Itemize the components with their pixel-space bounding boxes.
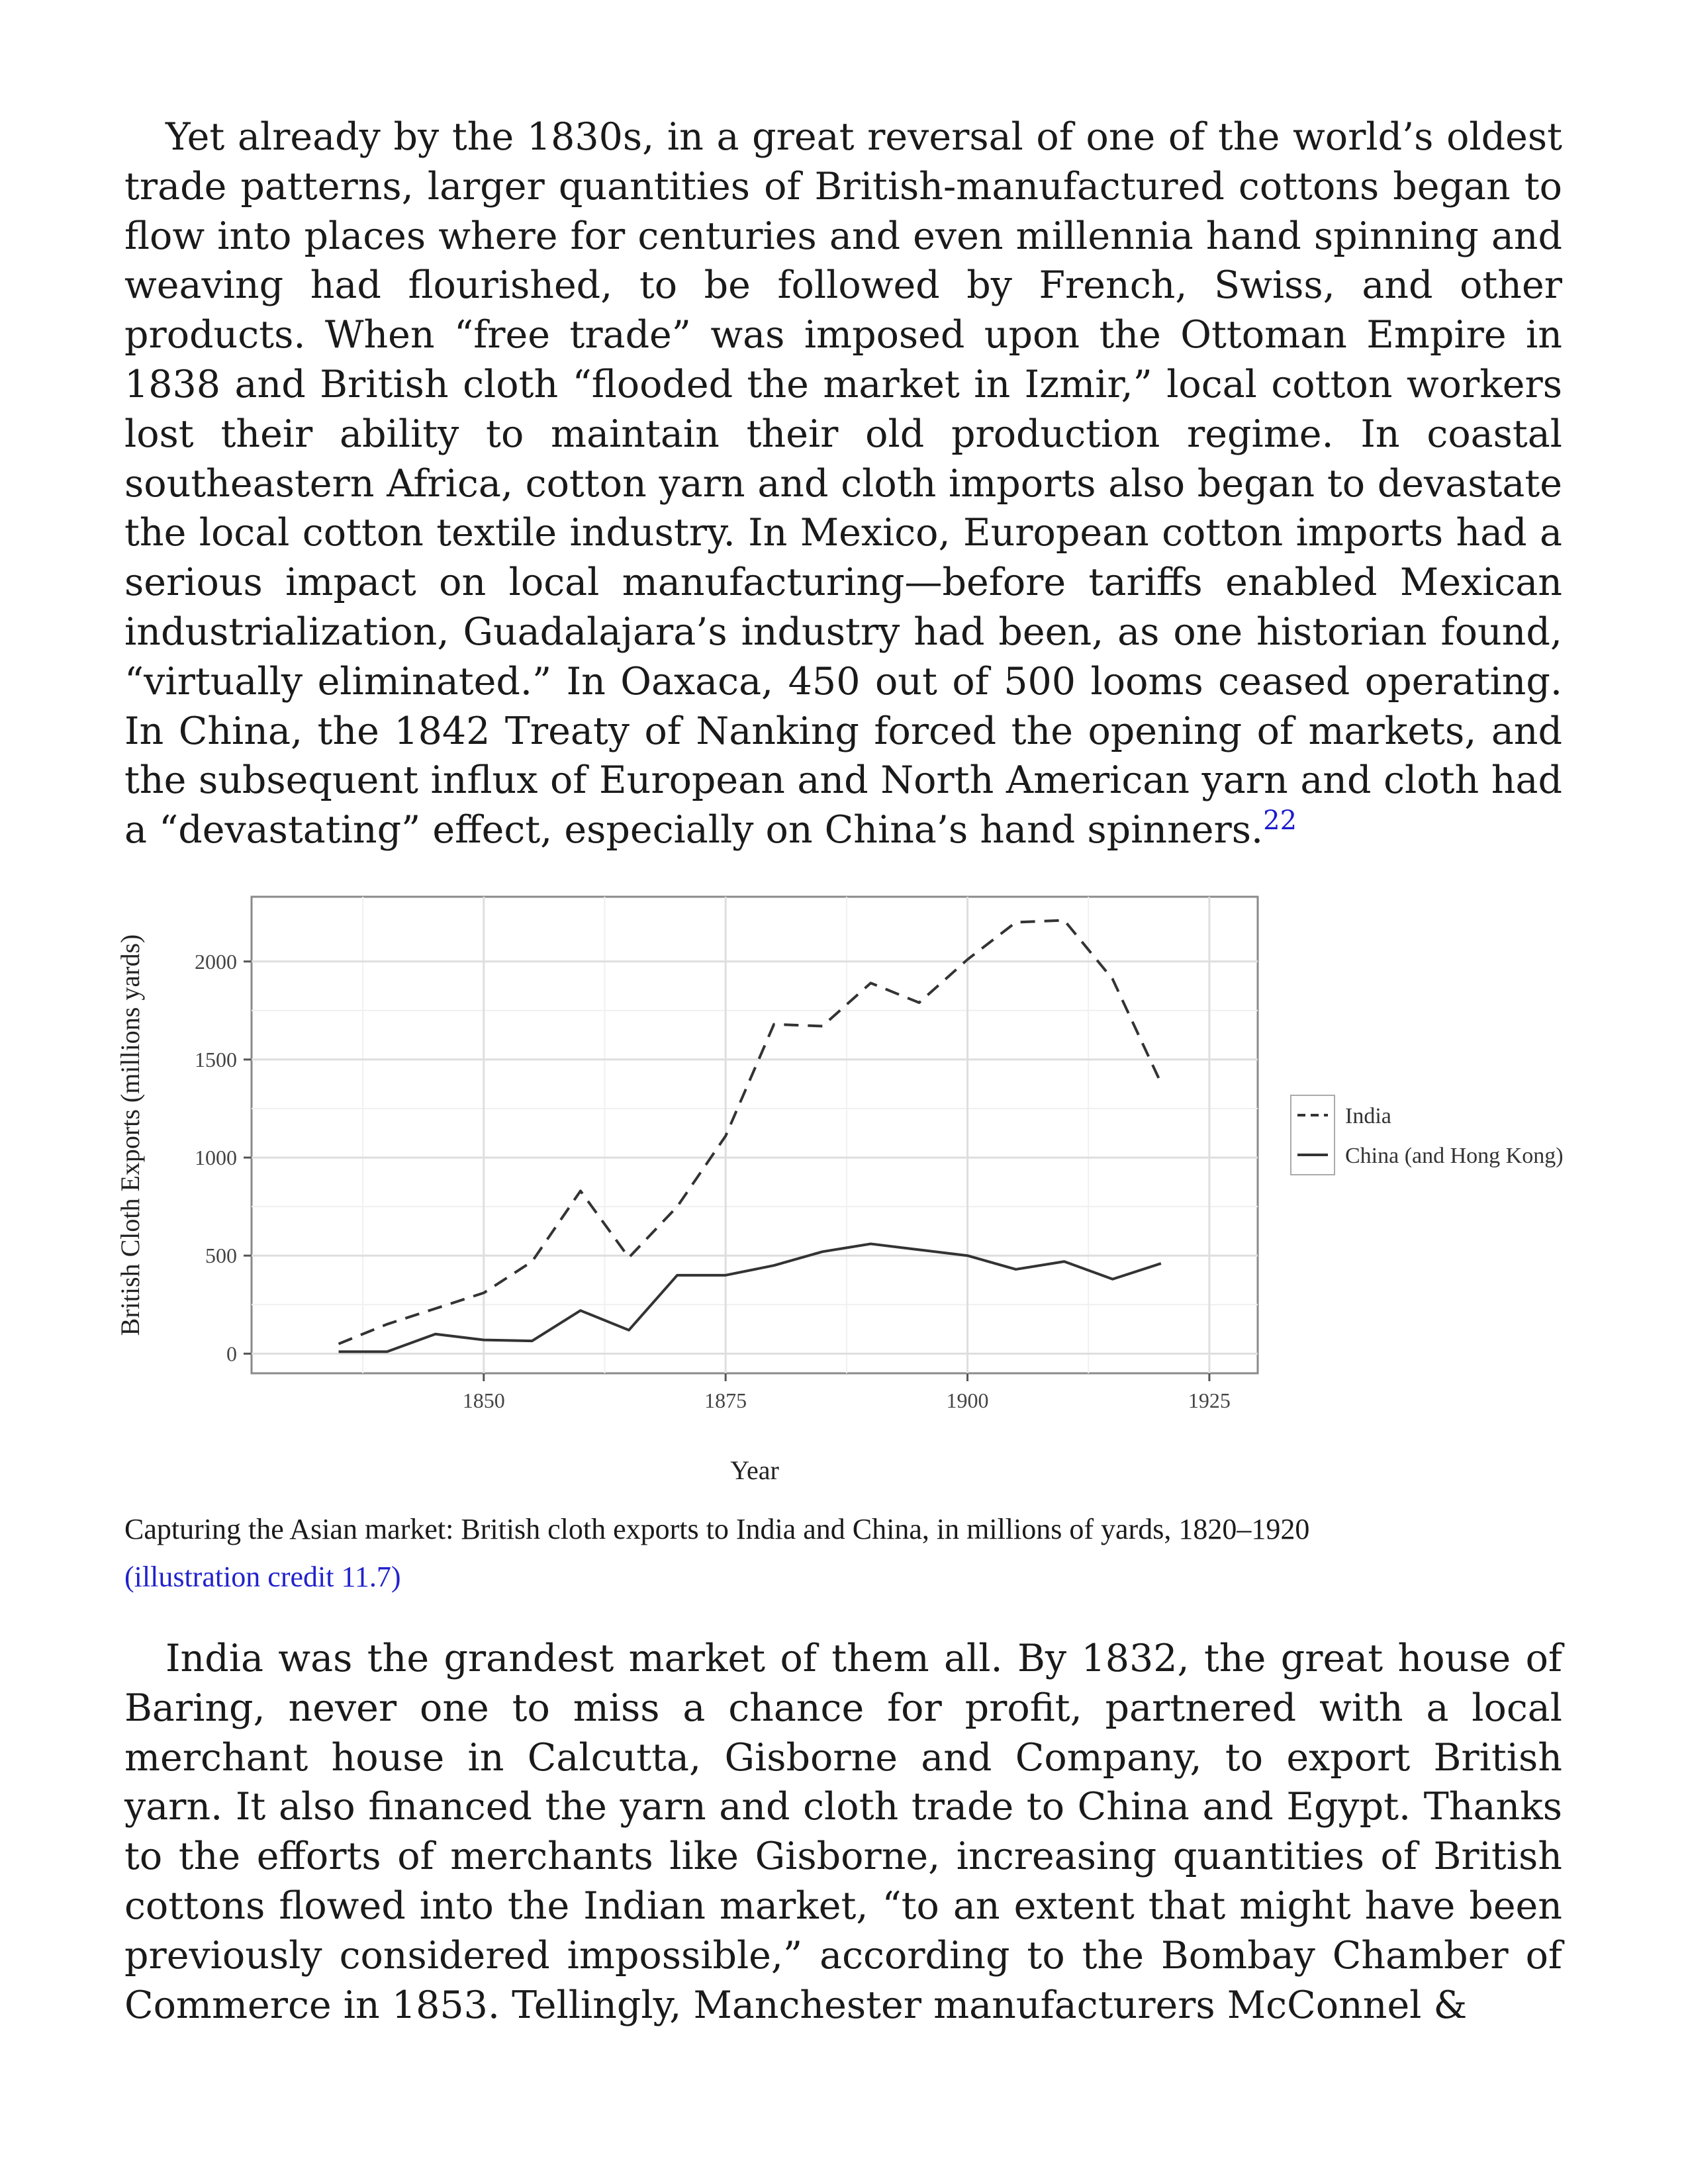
figure-caption: Capturing the Asian market: British cloth exports to India and China, in millions of yards, 1820–1920 (124, 1513, 1310, 1545)
y-tick-label: 2000 (195, 949, 237, 974)
body-paragraph-1 (124, 113, 1562, 855)
footnote-link[interactable]: 22 (1263, 805, 1297, 837)
paragraph-text: Yet already by the 1830s, in a great reversal of one of the world’s oldest trade patterns, larger quantities of British-manufactured cottons began to flow into places where for centuries and even millennia hand spinning and weaving had flourished, to be followed by French, Swiss, and other products. When “free trade” was imposed upon the Ottoman Empire in 1838 and British cloth “flooded the market in Izmir,” local cotton workers lost their ability to maintain their old production regime. In coastal southeastern Africa, cotton yarn and cloth imports also began to devastate the local cotton textile industry. In Mexico, European cotton imports had a serious impact on local manufacturing—before tariffs enabled Mexican industrialization, Guadalajara’s industry had been, as one historian found, “virtually eliminated.” In Oaxaca, 450 out of 500 looms ceased operating. In China, the 1842 Treaty of Nanking forced the opening of markets, and the subsequent influx of European and North American yarn and cloth had a “devastating” effect, especially on China’s hand spinners. (124, 115, 1562, 852)
legend-key-box (1291, 1095, 1335, 1175)
body-paragraph-2: India was the grandest market of them all. By 1832, the great house of Baring, never one to miss a chance for profit, partnered with a local merchant house in Calcutta, Gisborne and Company, to export British yarn. It also financed the yarn and cloth trade to China and Egypt. Thanks to the efforts of merchants like Gisborne, increasing quantities of British cottons flowed into the Indian market, “to an extent that might have been previously considered impossible,” according to the Bombay Chamber of Commerce in 1853. Tellingly, Manchester manufacturers McConnel & (124, 1637, 1562, 2027)
x-tick-label: 1900 (946, 1388, 989, 1412)
legend (1291, 1095, 1564, 1175)
x-tick-label: 1875 (704, 1388, 747, 1412)
x-tick-label: 1850 (462, 1388, 505, 1412)
legend-label: India (1345, 1104, 1391, 1128)
plot-area (252, 897, 1258, 1373)
legend-label: China (and Hong Kong) (1345, 1144, 1564, 1168)
y-axis-label: British Cloth Exports (millions yards) (115, 934, 145, 1336)
y-tick-label: 0 (226, 1342, 237, 1366)
y-tick-label: 1500 (195, 1047, 237, 1071)
cloth-exports-chart (106, 874, 1589, 1482)
illustration-credit-link[interactable]: (illustration credit 11.7) (124, 1561, 401, 1593)
x-tick-label: 1925 (1188, 1388, 1231, 1412)
x-axis-label: Year (730, 1455, 779, 1482)
y-tick-label: 500 (205, 1244, 237, 1268)
y-tick-label: 1000 (195, 1146, 237, 1170)
